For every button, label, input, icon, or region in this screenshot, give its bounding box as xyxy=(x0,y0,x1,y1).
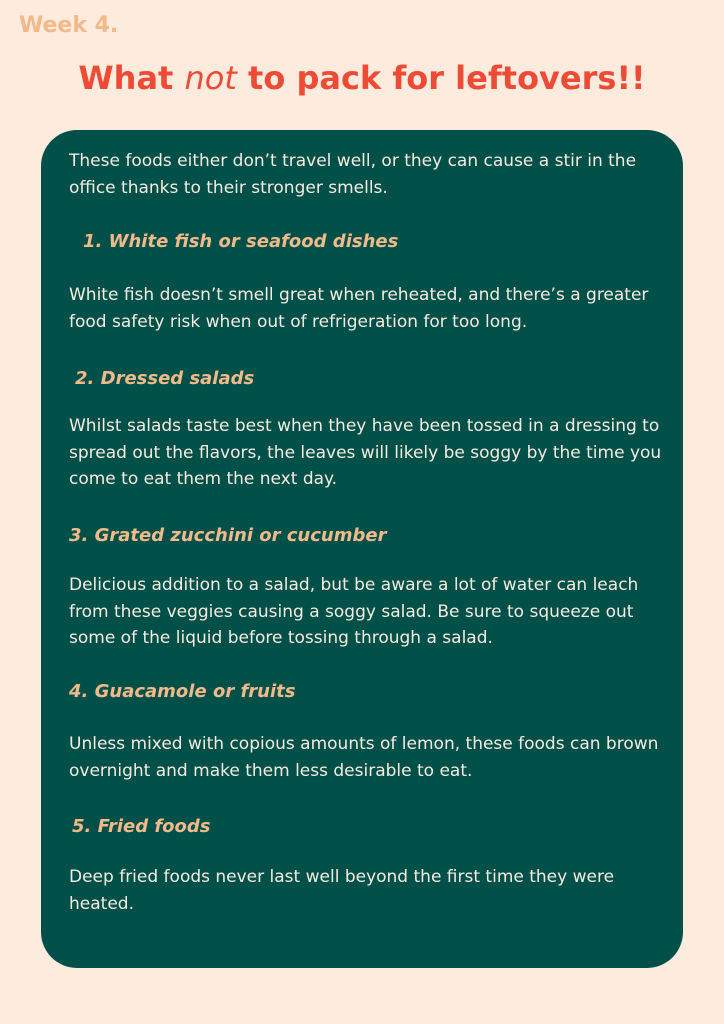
item-body-3: Delicious addition to a salad, but be aware a lot of water can leach from these veggies causing a soggy salad. Be sure to squeeze out some of the liquid before tossing through a salad. xyxy=(69,575,639,648)
week-label: Week 4. xyxy=(19,13,119,38)
item-body-4: Unless mixed with copious amounts of lemon, these foods can brown overnight and make them less desirable to eat. xyxy=(69,734,659,781)
item-body-5: Deep fried foods never last well beyond the first time they were heated. xyxy=(69,867,615,914)
item-heading-1: 1. White fish or seafood dishes xyxy=(83,231,399,252)
item-body-1: White fish doesn’t smell great when reheated, and there’s a greater food safety risk when out of refrigeration for too long. xyxy=(69,285,649,332)
item-heading-5: 5. Fried foods xyxy=(72,816,211,837)
item-body-2: Whilst salads taste best when they have been tossed in a dressing to spread out the flavors, the leaves will likely be soggy by the time you come to eat them the next day. xyxy=(69,416,662,489)
title-emphasis: not xyxy=(184,59,237,97)
item-heading-3: 3. Grated zucchini or cucumber xyxy=(69,525,387,546)
content-card xyxy=(41,130,683,968)
title-after: to pack for leftovers!! xyxy=(236,59,646,97)
title-before: What xyxy=(78,59,185,97)
item-heading-2: 2. Dressed salads xyxy=(75,368,255,389)
item-heading-4: 4. Guacamole or fruits xyxy=(69,681,296,702)
page-title xyxy=(0,56,724,100)
intro-text: These foods either don’t travel well, or they can cause a stir in the office thanks to their stronger smells. xyxy=(69,151,637,198)
